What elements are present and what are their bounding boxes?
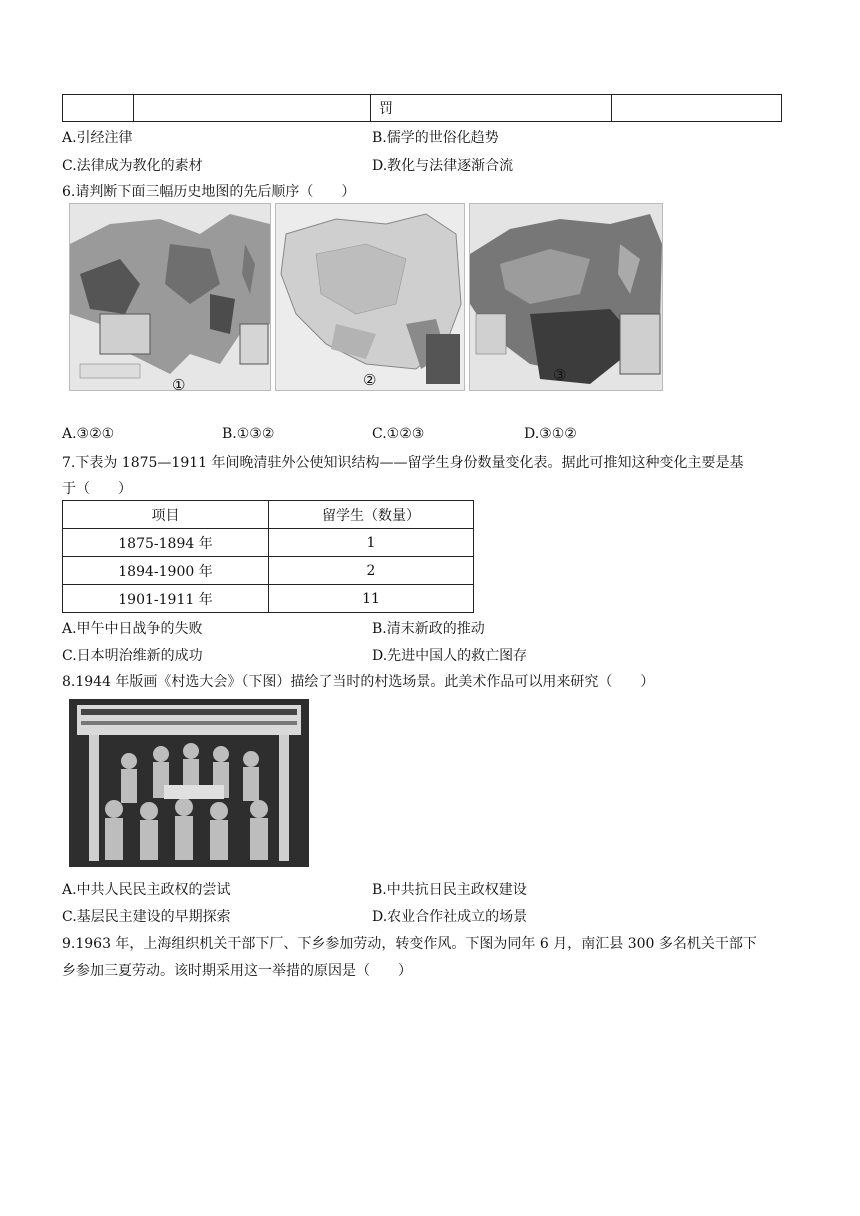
previous-question-table: [62, 94, 782, 122]
q7-stem-line1: 7.下表为 1875—1911 年间晚清驻外公使知识结构——留学生身份数量变化表。据此可推知这种变化主要是基: [62, 455, 744, 471]
table-header-row: [63, 501, 474, 529]
q5-option-d[interactable]: D.教化与法律逐渐合流: [372, 158, 514, 174]
table-header-cell: 项目: [63, 501, 269, 529]
table-cell: 1: [269, 529, 474, 557]
q5-option-c[interactable]: C.法律成为教化的素材: [62, 158, 203, 174]
historical-map-1: [69, 203, 271, 391]
woodcut-print-image: [69, 699, 309, 867]
q7-stem-line2: 于（ ）: [62, 481, 132, 497]
table-row: [63, 557, 474, 585]
q7-option-c[interactable]: C.日本明治维新的成功: [62, 648, 203, 664]
table-cell: [63, 95, 134, 122]
historical-map-3: [469, 203, 663, 391]
table-cell: 1875-1894 年: [63, 529, 269, 557]
q8-stem: 8.1944 年版画《村选大会》（下图）描绘了当时的村选场景。此美术作品可以用来研究（ ）: [62, 674, 655, 690]
q8-option-c[interactable]: C.基层民主建设的早期探索: [62, 909, 231, 925]
table-cell: 1901-1911 年: [63, 585, 269, 613]
map-label-3: ③: [553, 366, 567, 384]
table-row: [63, 95, 782, 122]
table-cell: 1894-1900 年: [63, 557, 269, 585]
table-cell: 2: [269, 557, 474, 585]
q6-option-d[interactable]: D.③①②: [524, 426, 577, 442]
q7-table: [62, 500, 474, 613]
q6-option-b[interactable]: B.①③②: [222, 426, 275, 442]
q7-option-d[interactable]: D.先进中国人的救亡图存: [372, 648, 528, 664]
q7-option-b[interactable]: B.清末新政的推动: [372, 621, 485, 637]
q7-option-a[interactable]: A.甲午中日战争的失败: [62, 621, 203, 637]
table-cell: [612, 95, 782, 122]
q6-option-a[interactable]: A.③②①: [62, 426, 115, 442]
map-label-2: ②: [363, 371, 377, 389]
historical-map-2: [275, 203, 465, 391]
q6-option-c[interactable]: C.①②③: [372, 426, 425, 442]
q8-option-b[interactable]: B.中共抗日民主政权建设: [372, 882, 527, 898]
q5-option-a[interactable]: A.引经注律: [62, 130, 133, 146]
table-cell: [134, 95, 371, 122]
table-cell: 罚: [371, 95, 612, 122]
q8-option-d[interactable]: D.农业合作社成立的场景: [372, 909, 528, 925]
table-header-cell: 留学生（数量）: [269, 501, 474, 529]
table-cell: 11: [269, 585, 474, 613]
q5-option-b[interactable]: B.儒学的世俗化趋势: [372, 130, 499, 146]
table-row: [63, 529, 474, 557]
table-row: [63, 585, 474, 613]
map-label-1: ①: [172, 376, 186, 394]
q8-option-a[interactable]: A.中共人民民主政权的尝试: [62, 882, 231, 898]
q6-stem: 6.请判断下面三幅历史地图的先后顺序（ ）: [62, 184, 356, 200]
q9-stem-line2: 乡参加三夏劳动。该时期采用这一举措的原因是（ ）: [62, 963, 412, 979]
q9-stem-line1: 9.1963 年，上海组织机关干部下厂、下乡参加劳动，转变作风。下图为同年 6 月，南汇县 300 多名机关干部下: [62, 936, 757, 952]
